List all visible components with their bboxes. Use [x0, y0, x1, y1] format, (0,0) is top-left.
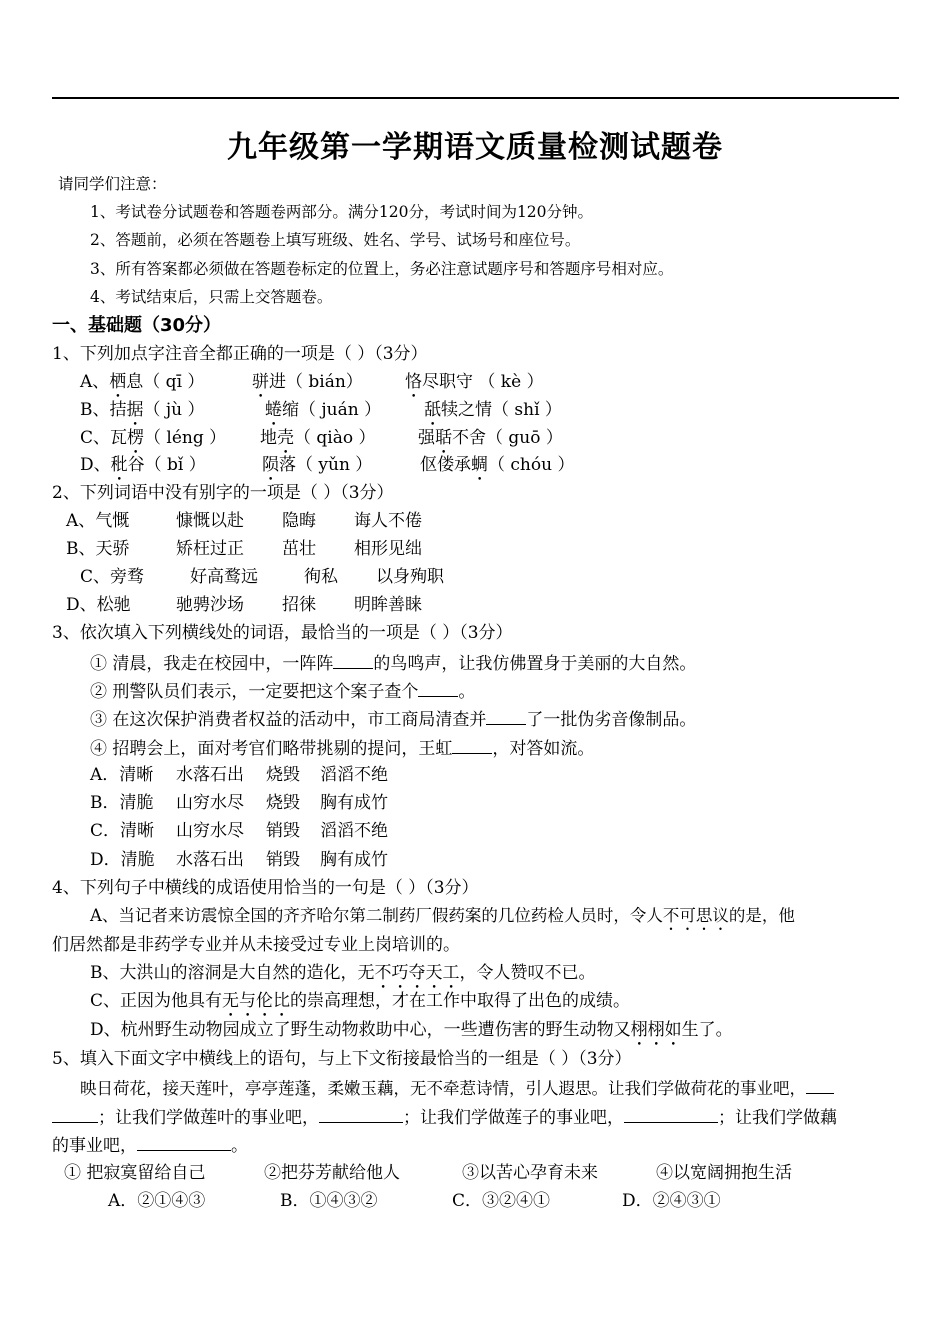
word-text: 地: [260, 428, 277, 448]
dotted-char: 栖: [109, 372, 127, 392]
dotted-char: 蜷: [265, 400, 282, 420]
q5-choice: ① 把寂寞留给自己: [64, 1163, 206, 1183]
sentence-text: ，对答如流。: [492, 739, 595, 759]
q2-option-cell: 茁壮: [282, 539, 316, 559]
q3-sentence-1: [90, 650, 696, 676]
fill-blank: [319, 1104, 403, 1123]
q3-option-cell: 滔滔不绝: [320, 821, 388, 841]
q2-option-cell: 徇私: [304, 567, 338, 587]
pinyin-text: 犊之情（ shǐ ）: [441, 400, 562, 420]
q2-option-cell: B、天骄: [66, 539, 130, 559]
pinyin-text: （ léng ）: [144, 428, 227, 448]
option-label: B、: [80, 400, 110, 420]
sentence-text: ，令人赞叹不已。: [459, 963, 596, 983]
q4-option-d: [90, 1018, 733, 1050]
pinyin-text: 缩（ juán ）: [282, 400, 382, 420]
q3-option-cell: 胸有成竹: [320, 793, 388, 813]
fill-blank: [624, 1104, 718, 1123]
sentence-text: ④ 招聘会上，面对考官们略带挑剔的提问，王虹: [90, 739, 453, 759]
passage-text: 的事业吧，: [52, 1136, 137, 1156]
dotted-char: 楞: [127, 428, 145, 448]
q5-passage-line-3: [52, 1132, 248, 1158]
q3-option-cell: 滔滔不绝: [320, 765, 388, 785]
passage-text: ；让我们学做莲子的事业吧，: [403, 1108, 624, 1128]
sentence-text: 。: [458, 682, 476, 702]
dotted-char: 壳: [277, 428, 294, 448]
q4-option-a: [90, 904, 795, 934]
q5-answer-option: A．②①④③: [108, 1191, 206, 1211]
dotted-char: 陨: [262, 455, 279, 475]
fill-blank: [806, 1075, 834, 1094]
sentence-text: 的是，他: [728, 906, 795, 925]
sentence-text: ③ 在这次保护消费者权益的活动中，市工商局清查并: [90, 710, 487, 730]
q2-option-cell: 明眸善睐: [354, 595, 422, 615]
q5-answer-option: B．①④③②: [280, 1191, 378, 1211]
sentence-text: ① 清晨，我走在校园中，一阵阵: [90, 654, 334, 674]
dotted-char: 秕: [110, 455, 128, 475]
q5-choice: ④以宽阔拥抱生活: [656, 1163, 792, 1183]
q2-option-cell: 诲人不倦: [354, 511, 422, 531]
pinyin-text: （ jù ）: [143, 400, 205, 420]
passage-text: ；让我们学做藕: [718, 1108, 837, 1128]
q2-stem: 2、下列词语中没有别字的一项是（ ）（3分）: [52, 483, 394, 503]
q2-option-cell: D、松驰: [66, 595, 131, 615]
q3-sentence-3: [90, 706, 696, 732]
sentence-text: ② 刑警队员们表示，一定要把这个案子查个: [90, 682, 419, 702]
dotted-char: 骈: [252, 372, 269, 392]
q4-stem: 4、下列句子中横线的成语使用恰当的一句是（ ）（3分）: [52, 878, 479, 898]
word-text: 瓦: [110, 428, 128, 448]
dotted-char: 据: [126, 400, 144, 420]
q2-option-cell: 相形见绌: [354, 539, 422, 559]
dotted-char: 舐: [424, 400, 441, 420]
q2-option-cell: 招徕: [282, 595, 316, 615]
q2-option-cell: 矫枉过正: [176, 539, 244, 559]
dotted-char: 聒: [435, 428, 452, 448]
dotted-idiom: 不巧夺天工: [374, 963, 460, 983]
dotted-char: 蜩: [471, 455, 488, 475]
fill-blank: [333, 650, 373, 669]
q3-sentence-2: [90, 678, 475, 704]
q2-option-cell: C、旁骛: [80, 567, 145, 587]
pinyin-text: 不舍（ guō ）: [452, 428, 563, 448]
pinyin-text: （ qiào ）: [294, 428, 376, 448]
passage-text: ；让我们学做莲叶的事业吧，: [98, 1108, 319, 1128]
q3-option-cell: 销毁: [266, 821, 300, 841]
q2-option-cell: 隐晦: [282, 511, 316, 531]
q3-option-cell: 水落石出: [176, 765, 244, 785]
dotted-idiom: 无与伦比: [222, 991, 291, 1011]
q5-stem: 5、填入下面文字中横线上的语句，与上下文衔接最恰当的一组是（ ）（3分）: [52, 1049, 632, 1069]
q3-option-cell: C．清晰: [90, 821, 155, 841]
pinyin-text: 落（ yǔn ）: [279, 455, 373, 475]
q2-option-cell: 慷慨以赴: [176, 511, 244, 531]
q3-option-cell: 烧毁: [266, 793, 300, 813]
sentence-text: C、正因为他具有: [90, 991, 223, 1011]
notice-item-3: 3、所有答案都必须做在答题卷标定的位置上，务必注意试题序号和答题序号相对应。: [90, 260, 674, 278]
sentence-text: D、杭州野生动物园成立了野生动物救助中心，一些遭伤害的野生动物又: [90, 1020, 631, 1040]
dotted-idiom: 不可思议: [662, 906, 729, 925]
option-label: D、: [80, 455, 111, 475]
fill-blank: [52, 1104, 98, 1123]
dotted-idiom: 栩栩如: [630, 1020, 682, 1040]
q3-option-cell: 胸有成竹: [320, 850, 388, 870]
pinyin-text: （ chóu ）: [488, 455, 575, 475]
fill-blank: [418, 678, 458, 697]
q3-option-cell: A．清晰: [90, 765, 154, 785]
page-title: 九年级第一学期语文质量检测试题卷: [227, 130, 723, 165]
sentence-text: 生了。: [681, 1020, 733, 1040]
sentence-text: A、当记者来访震惊全国的齐齐哈尔第二制药厂假药案的几位药检人员时，令人: [90, 906, 663, 925]
notice-heading: 请同学们注意：: [58, 175, 167, 193]
pinyin-text: 息（ qī ）: [126, 372, 205, 392]
q5-choice: ②把芬芳献给他人: [264, 1163, 400, 1183]
q3-option-cell: 烧毁: [266, 765, 300, 785]
sentence-text: 了一批伪劣音像制品。: [526, 710, 697, 730]
q3-option-cell: 销毁: [266, 850, 300, 870]
notice-item-4: 4、考试结束后，只需上交答题卷。: [90, 288, 333, 306]
fill-blank: [137, 1132, 231, 1151]
top-rule: [52, 97, 899, 99]
q5-answer-option: D．②④③①: [622, 1191, 721, 1211]
q5-passage-line-2: [52, 1104, 837, 1130]
q2-option-cell: 驰骋沙场: [176, 595, 244, 615]
fill-blank: [452, 735, 492, 754]
q3-option-cell: 山穷水尽: [176, 821, 244, 841]
sentence-text: B、大洪山的溶洞是大自然的造化，无: [90, 963, 375, 983]
q2-option-cell: A、气慨: [66, 511, 130, 531]
q2-option-cell: 以身殉职: [376, 567, 444, 587]
pinyin-text: 尽职守 （ kè ）: [422, 372, 544, 392]
fill-blank: [486, 706, 526, 725]
q1-stem: 1、下列加点字注音全都正确的一项是（ ）（3分）: [52, 344, 428, 364]
pinyin-text: 谷（ bǐ ）: [127, 455, 206, 475]
passage-text: 。: [231, 1136, 248, 1156]
word-text: 伛偻承: [420, 455, 471, 475]
q3-option-cell: 水落石出: [176, 850, 244, 870]
q1-option-row: [420, 453, 574, 485]
word-text: 拮: [109, 400, 127, 420]
q4-option-c: [90, 989, 630, 1021]
sentence-text: 的鸟鸣声，让我仿佛置身于美丽的大自然。: [373, 654, 697, 674]
q3-option-cell: D．清脆: [90, 850, 155, 870]
q5-answer-option: C．③②④①: [452, 1191, 551, 1211]
sentence-text: 的崇高理想，才在工作中取得了出色的成绩。: [290, 991, 631, 1011]
pinyin-text: 进（ bián）: [269, 372, 363, 392]
q2-option-cell: 好高鹜远: [190, 567, 258, 587]
q5-passage-line-1: [80, 1075, 834, 1101]
passage-text: 映日荷花，接天莲叶，亭亭莲蓬，柔嫩玉藕，无不牵惹诗情，引人遐思。让我们学做荷花的事业吧，: [80, 1079, 806, 1098]
q3-sentence-4: [90, 735, 594, 761]
q3-option-cell: B．清脆: [90, 793, 154, 813]
option-label: A、: [80, 372, 110, 392]
q4-option-a-cont: 们居然都是非药学专业并从未接受过专业上岗培训的。: [52, 935, 460, 955]
notice-item-1: 1、考试卷分试题卷和答题卷两部分。满分120分，考试时间为120分钟。: [90, 203, 594, 221]
section-heading-basics: 一、基础题（30分）: [52, 315, 222, 336]
q3-stem: 3、依次填入下列横线处的词语，最恰当的一项是（ ）（3分）: [52, 623, 513, 643]
q5-choice: ③以苦心孕育未来: [462, 1163, 598, 1183]
option-label: C、: [80, 428, 111, 448]
dotted-char: 恪: [405, 372, 422, 392]
q3-option-cell: 山穷水尽: [176, 793, 244, 813]
notice-item-2: 2、答题前，必须在答题卷上填写班级、姓名、学号、试场号和座位号。: [90, 231, 581, 249]
word-text: 强: [418, 428, 435, 448]
